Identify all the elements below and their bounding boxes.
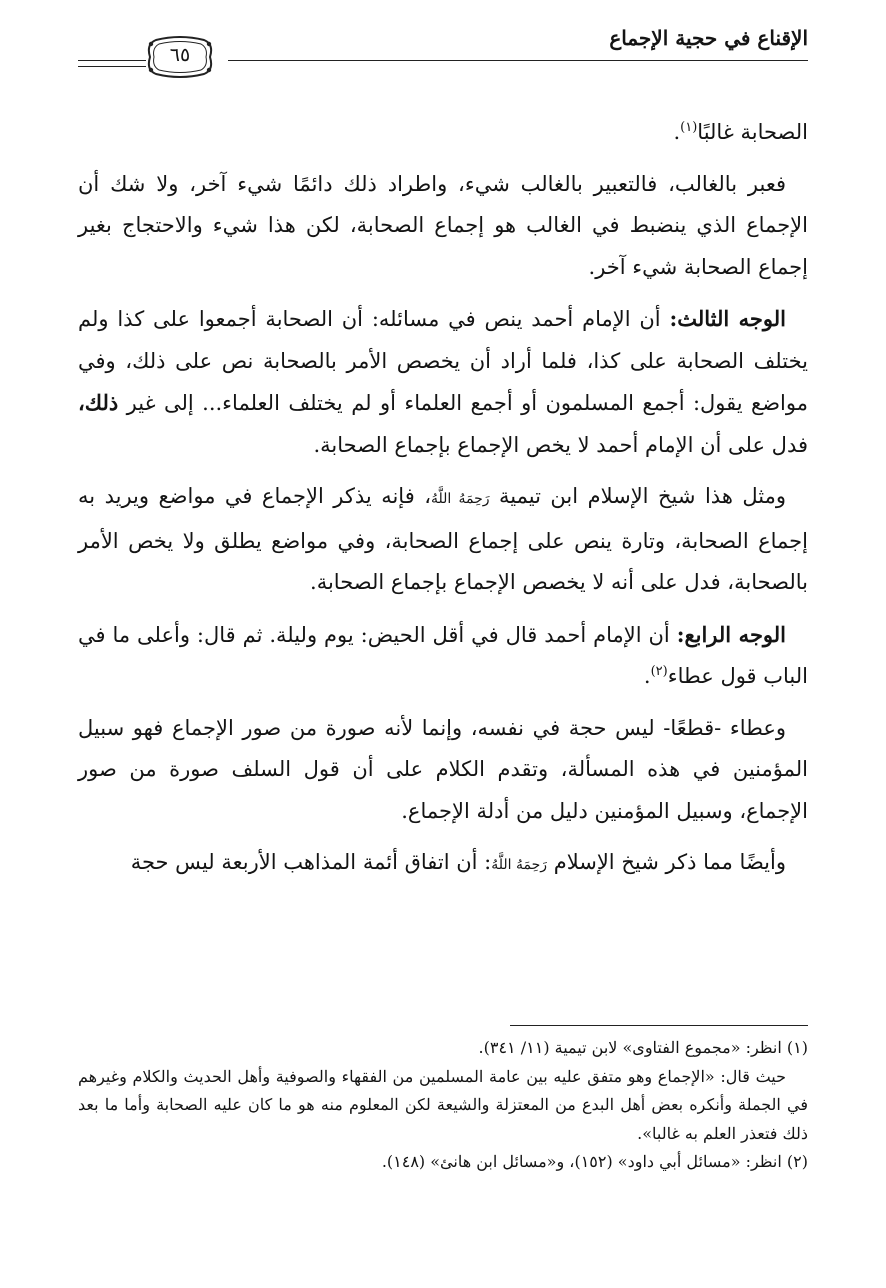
footnote-ref-2: (٢) bbox=[650, 664, 668, 679]
footnote-ref-1: (١) bbox=[680, 120, 698, 135]
paragraph-3-bold: ذلك، bbox=[78, 390, 119, 415]
paragraph-5 bbox=[78, 614, 808, 698]
paragraph-4-text-end: ، فإنه يذكر الإجماع في مواضع ويريد به إجماع الصحابة، وتارة ينص على إجماع الصحابة، وفي مواضع يطلق ولا يخص الأمر بالصحابة، فدل على أنه لا يخصص الإجماع بإجماع الصحابة. bbox=[78, 484, 808, 594]
header-rule-left bbox=[78, 60, 146, 61]
third-aspect-heading: الوجه الثالث: bbox=[669, 306, 786, 331]
paragraph-6: وعطاء -قطعًا- ليس حجة في نفسه، وإنما لأنه صورة من صور الإجماع فهو سبيل المؤمنين في هذه المسألة، وتقدم الكلام على أن قول السلف صورة من صور الإجماع، وسبيل المؤمنين دليل من أدلة الإجماع. bbox=[78, 715, 808, 823]
page-number: ٦٥ bbox=[169, 44, 191, 66]
paragraph-3 bbox=[78, 298, 808, 466]
paragraph-7 bbox=[78, 842, 808, 887]
paragraph-7-text-end: : أن اتفاق أئمة المذاهب الأربعة ليس حجة bbox=[130, 850, 492, 874]
honorific: رَحِمَهُ اللَّهُ bbox=[491, 857, 548, 873]
footnote-1-quote: حيث قال: «الإجماع وهو متفق عليه بين عامة المسلمين من الفقهاء والصوفية وأهل الحديث والكلام وغيرهم في الجملة وأنكره بعض أهل البدع من المعتزلة والشيعة لكن المعلوم منه هو ما كان عليه الصحابة وأما ما بعد ذلك فتعذر العلم به غالبا». bbox=[78, 1066, 808, 1143]
header-rule-left-thin bbox=[78, 66, 146, 67]
paragraph-3-text-end: فدل على أن الإمام أحمد لا يخص الإجماع بإجماع الصحابة. bbox=[313, 432, 808, 457]
header-rule-right bbox=[228, 60, 808, 61]
footnote-2: (٢) انظر: «مسائل أبي داود» (١٥٢)، و«مسائل ابن هانئ» (١٤٨). bbox=[381, 1152, 808, 1171]
paragraph-1-end: . bbox=[673, 120, 681, 144]
paragraph-2: فعبر بالغالب، فالتعبير بالغالب شيء، واطراد ذلك دائمًا شيء آخر، ولا شك أن الإجماع الذي ينضبط في الغالب هو إجماع الصحابة، لكن هذا شيء والاحتجاج بغير إجماع الصحابة شيء آخر. bbox=[78, 171, 808, 279]
footnote-1: (١) انظر: «مجموع الفتاوى» لابن تيمية (١١/ ٣٤١). bbox=[478, 1038, 808, 1057]
paragraph-3-text: أن الإمام أحمد ينص في مسائله: أن الصحابة أجمعوا على كذا ولم يختلف الصحابة على كذا، فلما أراد أن يخصص الأمر بالصحابة نص على ذلك، وفي مواضع يقول: أجمع المسلمون أو أجمع العلماء أو لم يختلف العلماء... إلى غير bbox=[78, 307, 808, 415]
paragraph-4-text: ومثل هذا شيخ الإسلام ابن تيمية bbox=[489, 484, 786, 508]
footnote-separator bbox=[510, 1025, 808, 1026]
running-title: الإقناع في حجية الإجماع bbox=[609, 26, 808, 50]
main-text bbox=[78, 112, 808, 897]
paragraph-4 bbox=[78, 476, 808, 604]
honorific: رَحِمَهُ اللَّهُ bbox=[431, 491, 490, 507]
paragraph-5-text: أن الإمام أحمد قال في أقل الحيض: يوم وليلة. ثم قال: وأعلى ما في الباب قول عطاء bbox=[78, 622, 808, 688]
paragraph-1 bbox=[78, 112, 808, 154]
fourth-aspect-heading: الوجه الرابع: bbox=[676, 621, 787, 647]
paragraph-7-text: وأيضًا مما ذكر شيخ الإسلام bbox=[547, 850, 786, 874]
paragraph-5-end: . bbox=[643, 664, 651, 688]
paragraph-1-text: الصحابة غالبًا bbox=[697, 120, 808, 144]
footnotes bbox=[78, 1034, 808, 1177]
